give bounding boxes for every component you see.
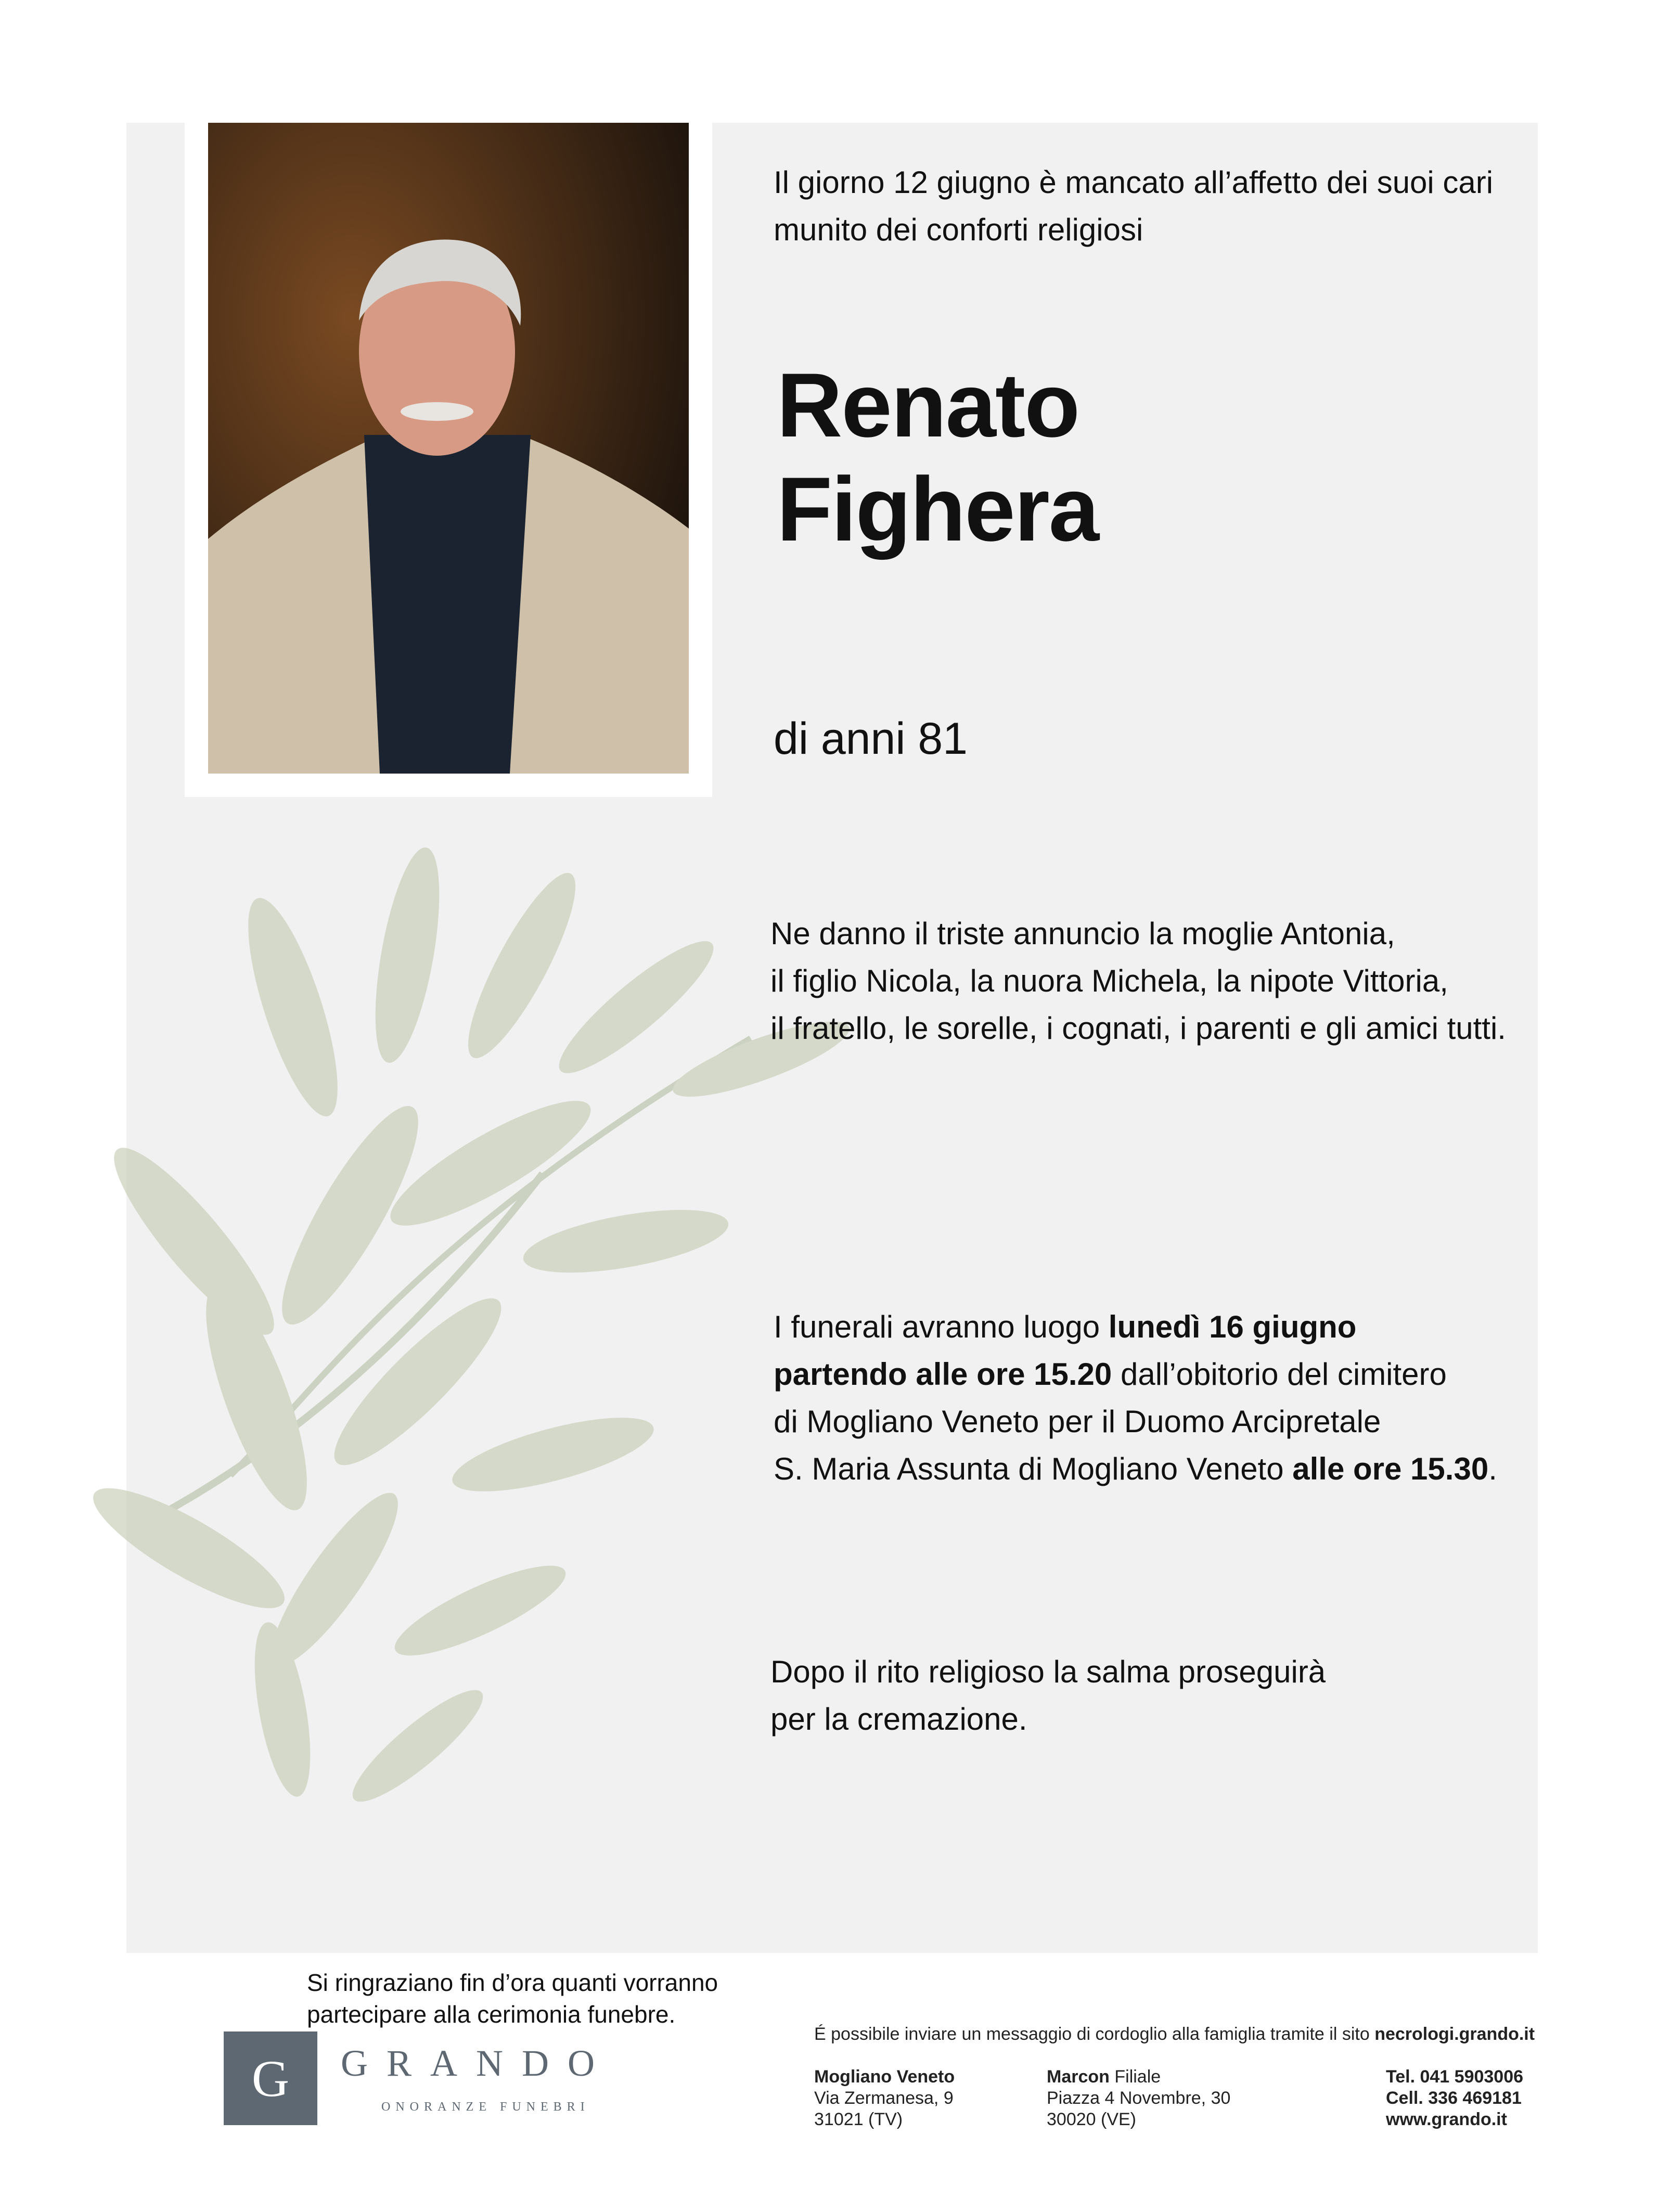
condolence-note bbox=[814, 2024, 1535, 2045]
funeral-date: lunedì 16 giugno bbox=[1108, 1309, 1357, 1344]
grando-logo-mark: G bbox=[224, 2031, 317, 2125]
cremation-line-2: per la cremazione. bbox=[770, 1702, 1027, 1737]
announcement-line-2: il figlio Nicola, la nuora Michela, la nipote Vittoria, bbox=[770, 963, 1448, 998]
grando-logo-subtitle: ONORANZE FUNEBRI bbox=[381, 2100, 590, 2114]
funeral-line-1-text: I funerali avranno luogo bbox=[774, 1309, 1109, 1344]
office-mogliano bbox=[814, 2066, 955, 2130]
funeral-period: . bbox=[1488, 1451, 1497, 1486]
deceased-name bbox=[777, 354, 1098, 562]
funeral-details bbox=[774, 1303, 1632, 1493]
intro-line-1: Il giorno 12 giugno è mancato all’affetto dei suoi cari bbox=[774, 165, 1494, 200]
thanks-line-1: Si ringraziano fin d’ora quanti vorranno bbox=[307, 1969, 718, 1996]
grando-logo-wordmark: GRANDO bbox=[341, 2042, 614, 2084]
funeral-ceremony-time: alle ore 15.30 bbox=[1292, 1451, 1489, 1486]
announcement-text bbox=[770, 910, 1629, 1052]
cremation-text bbox=[770, 1648, 1499, 1743]
office-marcon bbox=[1047, 2066, 1230, 2130]
portrait-photo bbox=[208, 123, 689, 774]
funeral-line-4-text: S. Maria Assunta di Mogliano Veneto bbox=[774, 1451, 1293, 1486]
intro-line-2: munito dei conforti religiosi bbox=[774, 212, 1143, 247]
office-marcon-type: Filiale bbox=[1109, 2067, 1161, 2087]
deceased-age: di anni 81 bbox=[774, 714, 968, 764]
funeral-line-3: di Mogliano Veneto per il Duomo Arcipretale bbox=[774, 1404, 1381, 1439]
funeral-departure-time: partendo alle ore 15.20 bbox=[774, 1357, 1112, 1392]
portrait-illustration bbox=[208, 123, 689, 774]
office-mogliano-city: Mogliano Veneto bbox=[814, 2067, 955, 2087]
office-marcon-street: Piazza 4 Novembre, 30 bbox=[1047, 2088, 1231, 2108]
condolence-note-text: É possibile inviare un messaggio di cordoglio alla famiglia tramite il sito bbox=[814, 2024, 1375, 2044]
thanks-line-2: partecipare alla cerimonia funebre. bbox=[307, 2001, 676, 2028]
last-name: Fighera bbox=[777, 459, 1099, 560]
announcement-line-3: il fratello, le sorelle, i cognati, i parenti e gli amici tutti. bbox=[770, 1011, 1506, 1046]
first-name: Renato bbox=[777, 355, 1079, 456]
intro-text bbox=[774, 159, 1606, 253]
funeral-line-2-text: dall’obitorio del cimitero bbox=[1112, 1357, 1447, 1392]
contacts bbox=[1386, 2066, 1523, 2130]
office-marcon-city: Marcon bbox=[1047, 2067, 1110, 2087]
portrait-frame bbox=[185, 123, 712, 797]
condolence-site-link[interactable]: necrologi.grando.it bbox=[1374, 2024, 1535, 2044]
cremation-line-1: Dopo il rito religioso la salma proseguirà bbox=[770, 1654, 1326, 1689]
thanks-note bbox=[307, 1967, 827, 2030]
contact-web[interactable]: www.grando.it bbox=[1386, 2110, 1507, 2129]
office-mogliano-zip: 31021 (TV) bbox=[814, 2110, 903, 2129]
office-marcon-zip: 30020 (VE) bbox=[1047, 2110, 1136, 2129]
announcement-line-1: Ne danno il triste annuncio la moglie Antonia, bbox=[770, 916, 1395, 951]
office-mogliano-street: Via Zermanesa, 9 bbox=[814, 2088, 954, 2108]
contact-cell[interactable]: Cell. 336 469181 bbox=[1386, 2088, 1522, 2108]
contact-tel[interactable]: Tel. 041 5903006 bbox=[1386, 2067, 1524, 2087]
